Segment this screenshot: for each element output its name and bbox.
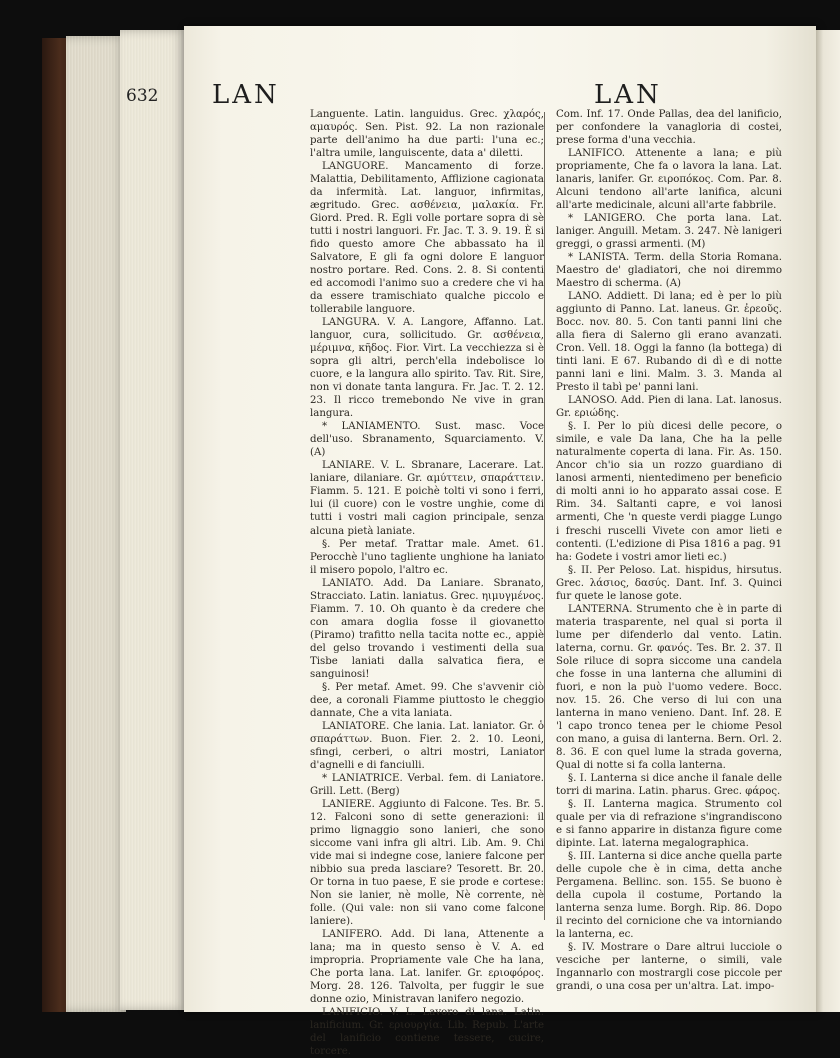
dictionary-entry: LANO. Addiett. Di lana; ed è per lo più aggiunto di Panno. Lat. laneus. Gr. ἐρεοῦς. Bocc. nov. 80. 5. Con tanti panni lini che alla fiera di Salerno gli erano avanzati. Cron. Vell. 18. Oggi la fanno (la bottega) di tinti lani. E 67. Rubando di dì e di notte panni lani e lini. Malm. 3. 3. Manda al Presto il tabì pe' panni lani. [556,291,782,394]
dictionary-entry: §. II. Lanterna magica. Strumento col quale per via di refrazione s'ingrandiscono e si fanno apparire in distanza figure come dipinte. Lat. laterna megalographica. [556,798,782,849]
dictionary-entry: LANIFICO. Attenente a lana; e più propriamente, Che fa o lavora la lana. Lat. lanaris, lanifer. Gr. ειροπόκος. Com. Par. 8. Alcuni tendono all'arte lanifica, alcuni all'arte medicinale, alcuni all'arte fabbrile. [556,148,782,212]
dictionary-entry: * LANIATRICE. Verbal. fem. di Laniatore. Grill. Lett. (Berg) [310,772,544,797]
dictionary-entry: * LANIGERO. Che porta lana. Lat. laniger. Anguill. Metam. 3. 247. Nè lanigeri greggi, o grassi armenti. (M) [556,213,782,251]
left-column [310,108,544,1058]
dictionary-entry: LANGUORE. Mancamento di forze. Malattia, Debilitamento, Afflizione cagionata da infermità. Lat. languor, infirmitas, ægritudo. Grec. ασθένεια, μαλακία. Fr. Giord. Pred. R. Egli volle portare sopra di sè tutti i nostri languori. Fr. Jac. T. 3. 9. 19. È si fido questo amore Che abbassato ha il Salvatore, E gli fa ogni dolore E languor nostro portare. Red. Cons. 2. 8. Si contenti ed accomodi l'animo suo a credere che vi ha da essere tramischiato qualche piccolo e tollerabile languore. [310,161,544,316]
dictionary-entry: Com. Inf. 17. Onde Pallas, dea del lanificio, per confondere la vanagloria di costei, prese forma d'una vecchia. [556,109,782,147]
dictionary-entry: LANIFICIO. V. L. Lavoro di lana. Latin. lanificium. Gr. εριουργία. Lib. Repub. L'arte del lanificio contiene tessere, cucire, torcere. [310,1007,544,1058]
dictionary-entry: LANIERE. Aggiunto di Falcone. Tes. Br. 5. 12. Falconi sono di sette generazioni: il primo lignaggio sono lanieri, che sono siccome vani infra gli altri. Lib. Am. 9. Chi vide mai si indegne cose, laniere falcone per nibbio sua preda lasciare? Tesorett. Br. 20. Or torna in tuo paese, E sie prode e cortese: Non sie lanier, nè molle, Nè corrente, nè folle. (Qui vale: non sii vano come falcone laniere). [310,798,544,927]
dictionary-entry: LANOSO. Add. Pien di lana. Lat. lanosus. Gr. εριώδης. [556,395,782,420]
dictionary-entry: §. I. Lanterna si dice anche il fanale delle torri di marina. Latin. pharus. Grec. φάρος. [556,772,782,797]
dictionary-entry: LANIATO. Add. Da Laniare. Sbranato, Stracciato. Latin. laniatus. Grec. ηιμυγμένος. Fiamm. 7. 10. Oh quanto è da credere che con amara doglia fosse il giovanetto (Piramo) trafitto nella tacita notte ec., appiè del gelso trovando i vestimenti della sua Tisbe laniati dalla salvatica fiera, e sanguinosi! [310,577,544,680]
dictionary-entry: §. II. Per Peloso. Lat. hispidus, hirsutus. Grec. λάσιος, δασύς. Dant. Inf. 3. Quinci fur quete le lanose gote. [556,564,782,602]
dictionary-entry: * LANISTA. Term. della Storia Romana. Maestro de' gladiatori, che noi diremmo Maestro di scherma. (A) [556,252,782,290]
dictionary-entry: §. IV. Mostrare o Dare altrui lucciole o vesciche per lanterne, o simili, vale Ingannarlo con mostrargli cose piccole per grandi, o una cosa per un'altra. Lat. impo- [556,942,782,993]
dictionary-entry: LANIFERO. Add. Di lana, Attenente a lana; ma in questo senso è V. A. ed impropria. Propriamente vale Che ha lana, Che porta lana. Lat. lanifer. Gr. εριοφόρος. Morg. 28. 126. Talvolta, per fuggir le sue donne ozio, Ministravan lanifero negozio. [310,928,544,1006]
dictionary-entry: §. Per metaf. Amet. 99. Che s'avvenir ciò dee, a coronali Fiamme piuttosto le cheggio dannate, Che a vita laniata. [310,681,544,719]
dictionary-entry: LANIATORE. Che lania. Lat. laniator. Gr. ὁ σπαράττων. Buon. Fier. 2. 2. 10. Leoni, sfingi, cerberi, o altri mostri, Laniator d'agnelli e di fanciulli. [310,720,544,771]
dictionary-entry: LANGURA. V. A. Langore, Affanno. Lat. languor, cura, sollicitudo. Gr. ασθένεια, μέριμνα, κῆδος. Fior. Virt. La vecchiezza si è sopra gli altri, perch'ella indebolisce lo cuore, e la langura allo spirito. Tav. Rit. Sire, non vi donate tanta langura. Fr. Jac. T. 2. 12. 23. Il ricco tremebondo Ne vive in gran langura. [310,317,544,420]
dictionary-entry: LANTERNA. Strumento che è in parte di materia trasparente, nel qual si porta il lume per difenderlo dal vento. Latin. laterna, cornu. Gr. φανός. Tes. Br. 2. 37. Il Sole riluce di sopra siccome una candela che fosse in una lanterna che allumini di fuori, e non la può l'uomo vedere. Bocc. nov. 15. 26. Che verso di lui con una lanterna in mano venieno. Dant. Inf. 28. E 'l capo tronco tenea per le chiome Pesol con mano, a guisa di lanterna. Bern. Orl. 2. 8. 36. E con quel lume la strada governa, Qual di notte si fa colla lanterna. [556,603,782,771]
dictionary-entry: LANIARE. V. L. Sbranare, Lacerare. Lat. laniare, dilaniare. Gr. αμύττειν, σπαράττειν. Fiamm. 5. 121. E poichè tolti vi sono i ferri, lui (il cuore) con le vostre unghie, come di tutti i vostri mali cagion principale, senza alcuna pietà laniate. [310,460,544,537]
dictionary-entry: §. I. Per lo più dicesi delle pecore, o simile, e vale Da lana, Che ha la pelle naturalmente coperta di lana. Fir. As. 150. Ancor ch'io sia un rozzo guardiano di lanosi armenti, nientedimeno per beneficio di molti anni io ho apparato assai cose. E Rim. 34. Saltanti capre, e voi lanosi armenti, Che 'n queste verdi piagge Lungo i freschi ruscelli Vivete con amor lieti e contenti. (L'edizione di Pisa 1816 a pag. 91 ha: Godete i vostri amor lieti ec.) [556,421,782,563]
dictionary-entry: Languente. Latin. languidus. Grec. χλαρός, αμαυρός. Sen. Pist. 92. La non razionale parte dell'animo ha due parti: l'una ec.; l'altra umile, languiscente, data a' diletti. [310,109,544,160]
page-stack-inner [120,30,186,1010]
right-column [556,108,782,993]
page-stack-outer [66,36,126,1012]
page-number: 632 [126,86,159,106]
header-word-left: LAN [212,80,280,110]
dictionary-entry: §. Per metaf. Trattar male. Amet. 61. Perocchè l'uno tagliente unghione ha laniato il misero popolo, l'altro ec. [310,538,544,576]
dictionary-entry: * LANIAMENTO. Sust. masc. Voce dell'uso. Sbranamento, Squarciamento. V. (A) [310,421,544,459]
facing-page-edge [816,30,840,1012]
header-word-right: LAN [594,80,662,110]
column-divider [544,112,545,920]
dictionary-entry: §. III. Lanterna si dice anche quella parte delle cupole che è in cima, detta anche Pergamena. Bellinc. son. 155. Se buono è della cupola il costume, Portando la lanterna senza lume. Borgh. Rip. 86. Dopo il recinto del cornicione che va intorniando la lanterna, ec. [556,850,782,940]
